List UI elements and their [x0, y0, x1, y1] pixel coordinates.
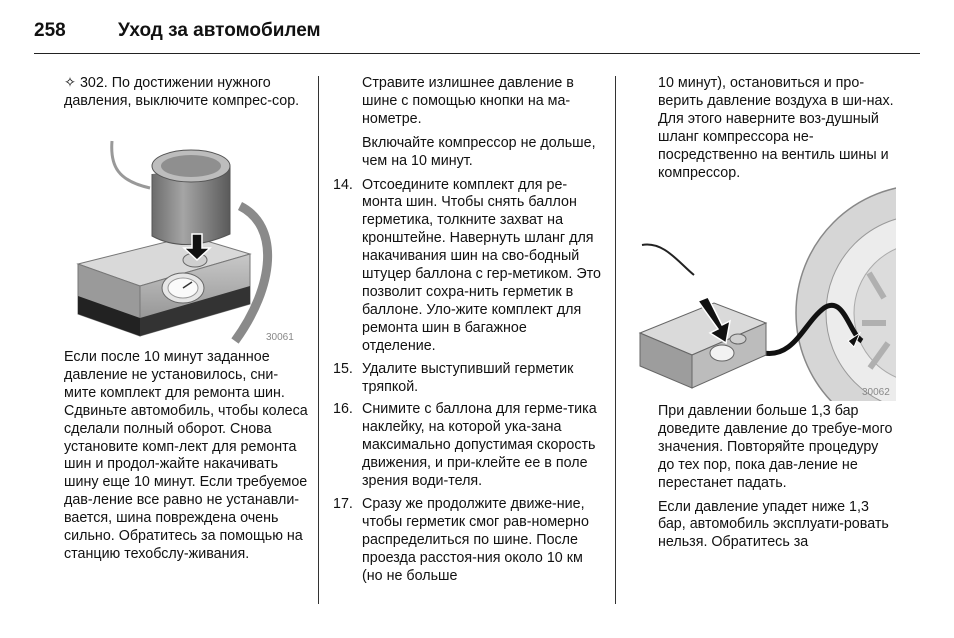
column-3-top	[658, 75, 898, 188]
intro-paragraph: ✧ 302. По достижении нужного давления, выключите компрес-сор.	[64, 75, 300, 109]
retry-paragraph: Если после 10 минут заданное давление не установилось, сни-мите комплект для ремонта шин. Сдвиньте автомобиль, чтобы колеса сделали полный оборот. Снова установите комп-лект для ремонта шин и продол-жайте накачивать шину еще 10 минут. Если требуемое дав-ление все равно не устанавли-вается, шина повреждена очень сильно. Обратитесь за помощью на станцию техобслу-живания.	[64, 349, 308, 562]
step-text: Снимите с баллона для герме-тика наклейку, на которой ука-зана максимально допустимая скорость движения, и при-клейте ее в поле зрения води-теля.	[362, 401, 597, 490]
pressure-below-paragraph: Если давление упадет ниже 1,3 бар, автомобиль эксплуати-ровать нельзя. Обратитесь за	[658, 498, 889, 551]
step-text: Сразу же продолжите движе-ние, чтобы герметик смог рав-номерно распределиться по шине. После проезда расстоя-ния около 10 км (но не больше	[362, 495, 589, 584]
step-14	[333, 177, 601, 356]
pressure-above-paragraph: При давлении больше 1,3 бар доведите давление до требуе-мого значения. Повторяйте процедуру до тех пор, пока дав-ление не перестанет падать.	[658, 403, 893, 491]
header-divider	[34, 53, 920, 54]
step-17	[333, 496, 601, 586]
compressor-tire-illustration	[634, 183, 896, 401]
release-pressure-paragraph: Стравите излишнее давление в шине с помощью кнопки на ма-нометре.	[362, 75, 574, 127]
step-16	[333, 401, 601, 491]
compressor-illustration	[40, 136, 302, 346]
figure-compressor-gauge	[40, 136, 302, 346]
figure-1-code: 30061	[266, 332, 294, 343]
step-number: 17.	[333, 495, 353, 512]
step-15	[333, 361, 601, 397]
step-text: Удалите выступивший герметик тряпкой.	[362, 360, 574, 395]
compressor-time-paragraph: Включайте компрессор не дольше, чем на 10 минут.	[362, 134, 596, 169]
step-number: 15.	[333, 360, 353, 377]
page-number: 258	[34, 20, 66, 41]
column-1-top	[64, 75, 308, 117]
chapter-title: Уход за автомобилем	[118, 20, 321, 41]
step-number: 14.	[333, 176, 353, 193]
column-2	[333, 75, 601, 590]
figure-compressor-tire	[634, 183, 896, 401]
column-3-bottom	[658, 403, 898, 558]
page-header	[34, 18, 918, 48]
column-1-bottom	[64, 349, 308, 570]
step-text: Отсоедините комплект для ре-монта шин. Чтобы снять баллон герметика, толкните захват на кронштейне. Навернуть шланг для накачивания шин на сво-бодный штуцер баллона с гер-метиком. Это позволит сохра-нить герметик в баллоне. Уло-жите комплект для ремонта шин в багажное отделение.	[362, 176, 601, 354]
column-divider-2	[615, 76, 616, 604]
figure-2-code: 30062	[862, 387, 890, 398]
check-pressure-paragraph: 10 минут), остановиться и про-верить давление воздуха в ши-нах. Для этого наверните воз-душный шланг компрессора не-посредственно на вентиль шины и компрессор.	[658, 75, 894, 181]
step-number: 16.	[333, 401, 353, 418]
column-divider-1	[318, 76, 319, 604]
